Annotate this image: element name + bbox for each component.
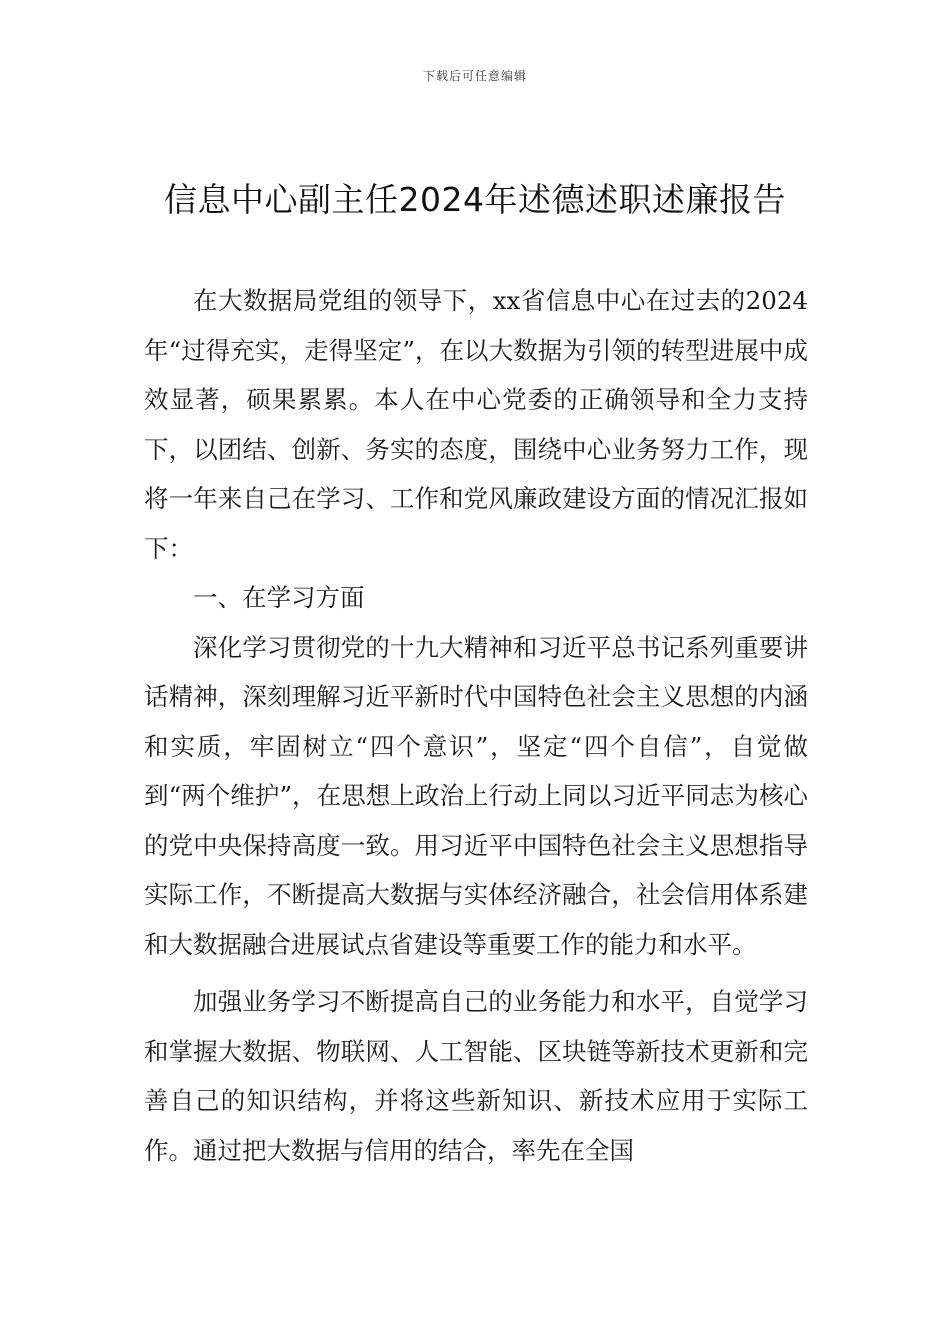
paragraph-intro: 在大数据局党组的领导下，xx省信息中心在过去的2024年“过得充实，走得坚定”，在以大数据为引领的转型进展中成效显著，硕果累累。本人在中心党委的正确领导和全力支持下，以团结、创新、务实的态度，围绕中心业务努力工作，现将一年来自己在学习、工作和党风廉政建设方面的情况汇报如下： xyxy=(144,286,808,563)
header-note: 下载后可任意编辑 xyxy=(422,69,527,83)
section-heading-study: 一、在学习方面 xyxy=(193,583,365,612)
document-title: 信息中心副主任2024年述德述职述廉报告 xyxy=(164,180,786,219)
document-body xyxy=(144,276,808,1175)
paragraph-study-1: 深化学习贯彻党的十九大精神和习近平总书记系列重要讲话精神，深刻理解习近平新时代中国特色社会主义思想的内涵和实质，牢固树立“四个意识”，坚定“四个自信”，自觉做到“两个维护”，在思想上政治上行动上同以习近平同志为核心的党中央保持高度一致。用习近平中国特色社会主义思想指导实际工作，不断提高大数据与实体经济融合，社会信用体系建和大数据融合进展试点省建设等重要工作的能力和水平。 xyxy=(144,632,808,959)
paragraph-study-2: 加强业务学习不断提高自己的业务能力和水平，自觉学习和掌握大数据、物联网、人工智能、区块链等新技术更新和完善自己的知识结构，并将这些新知识、新技术应用于实际工作。通过把大数据与信用的结合，率先在全国 xyxy=(144,987,808,1165)
